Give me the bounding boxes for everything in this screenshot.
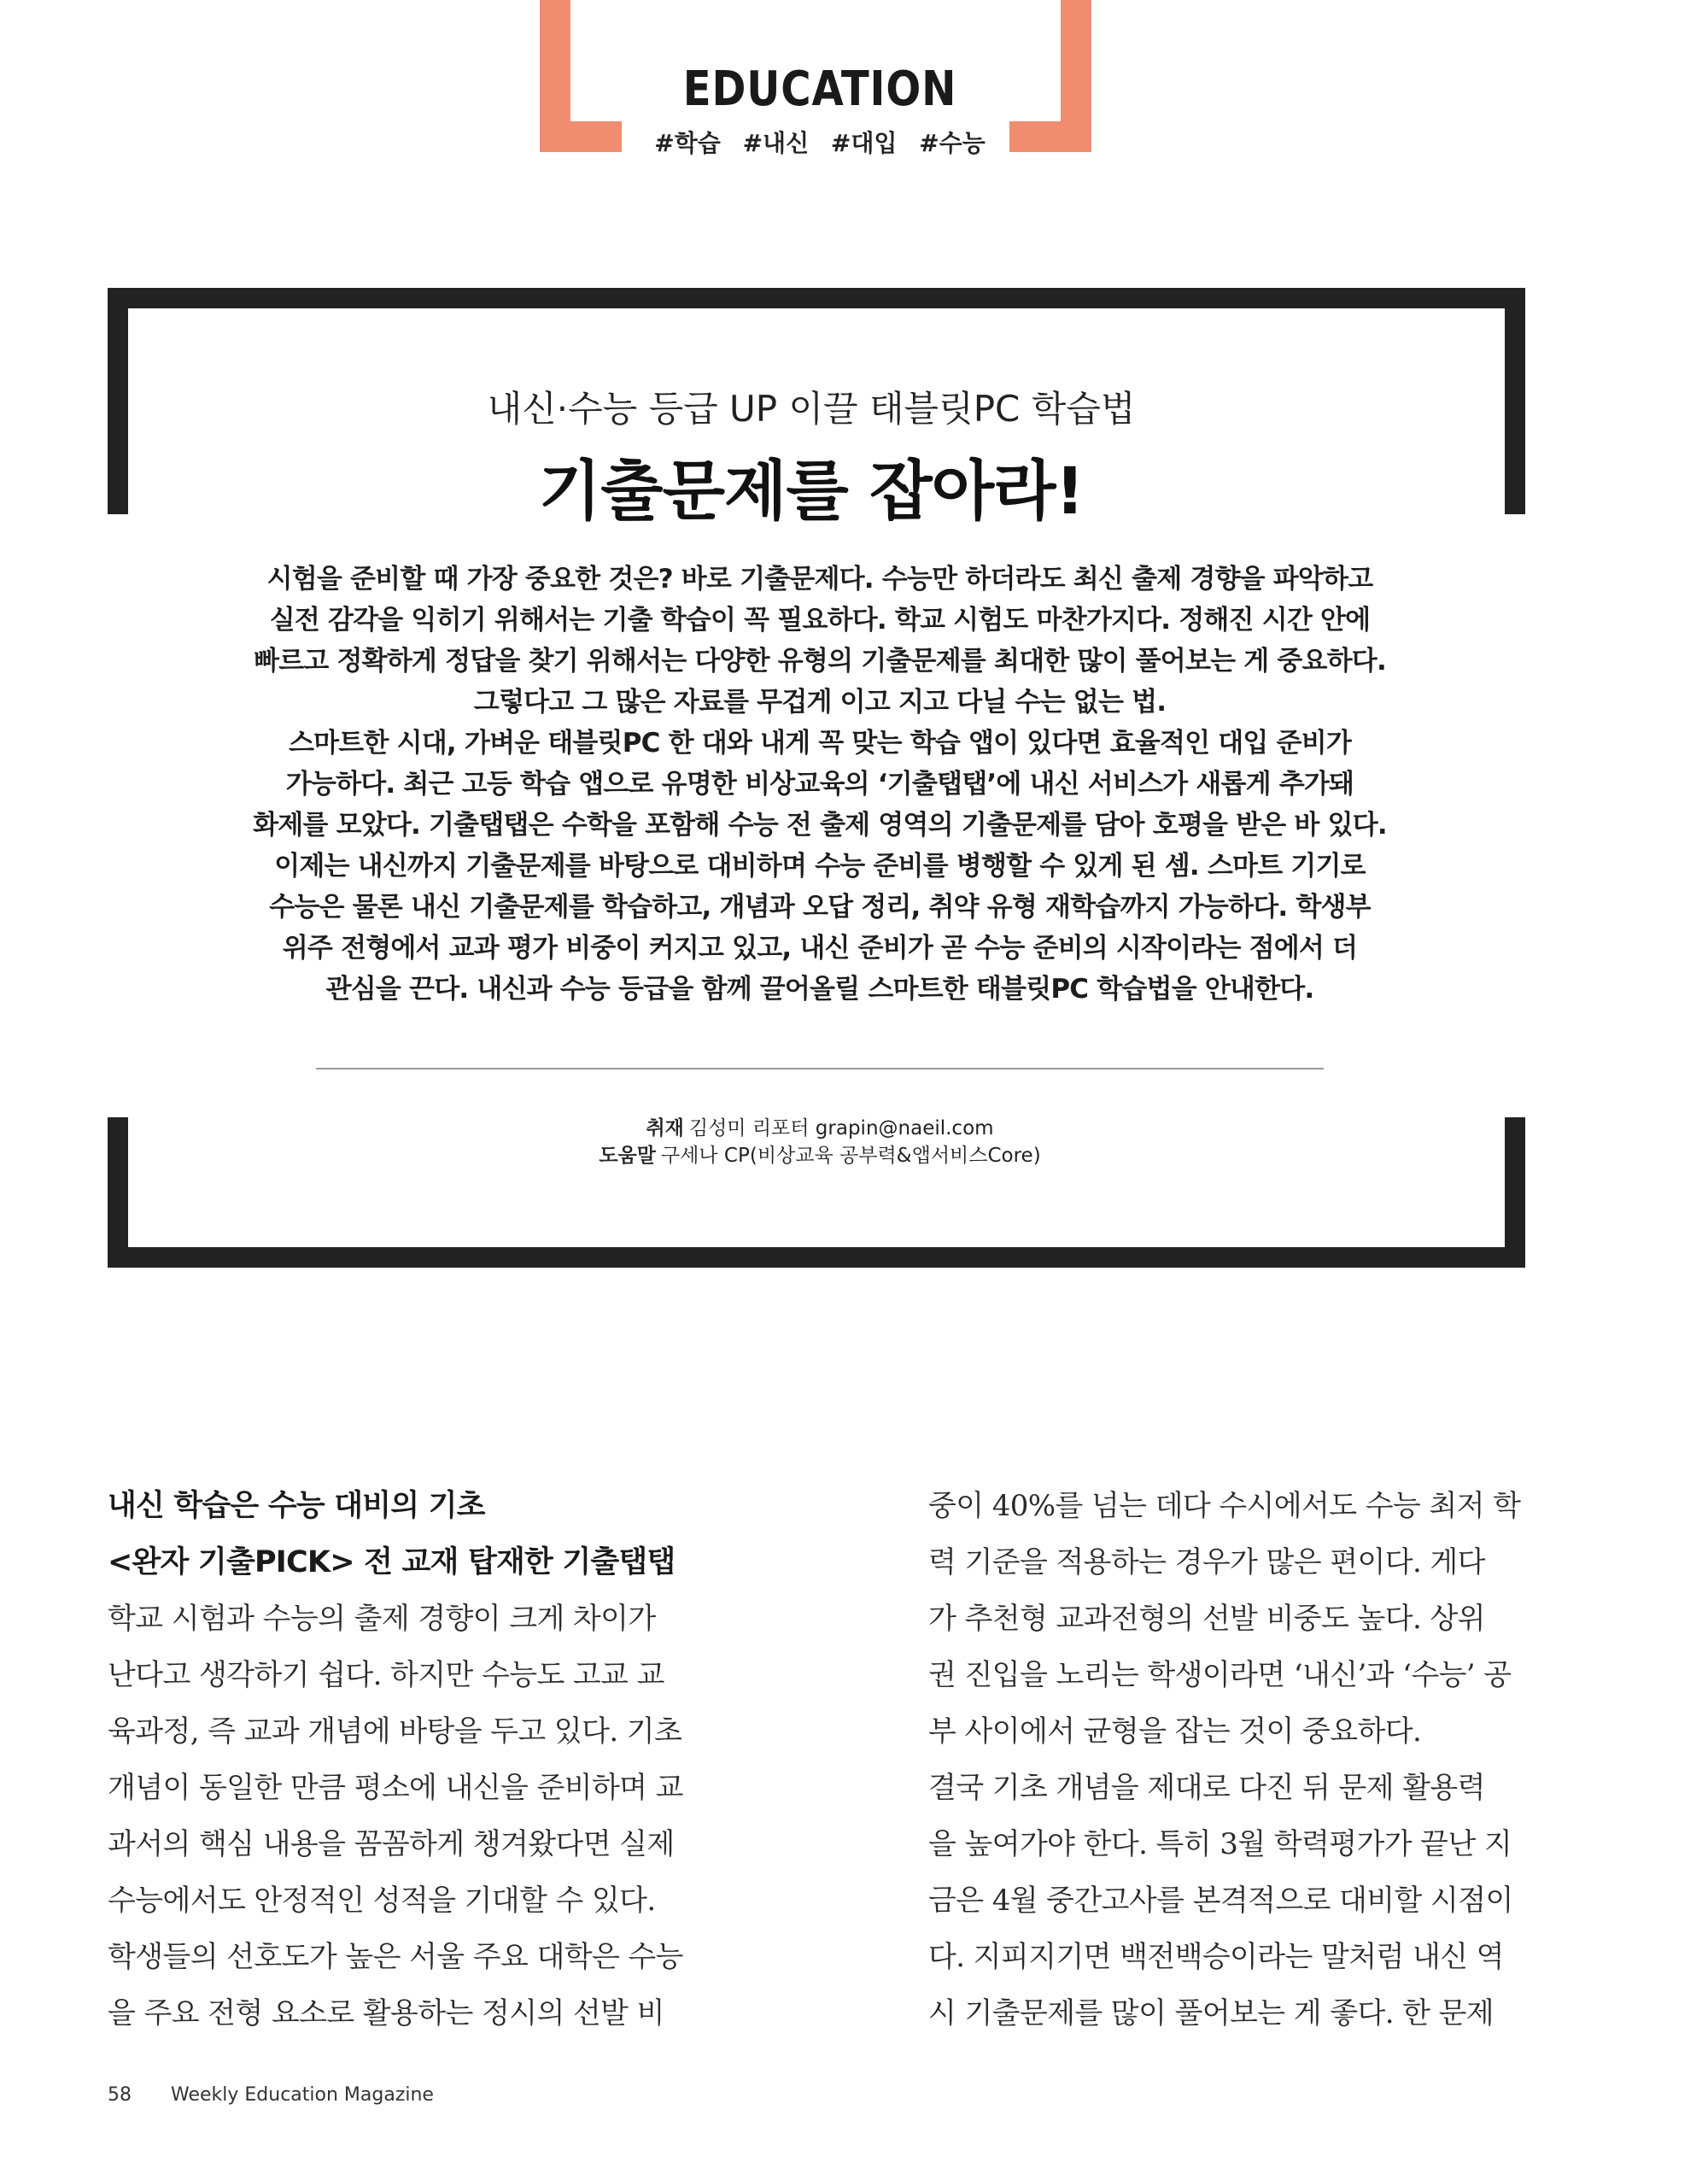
tag: #내신 bbox=[742, 129, 810, 157]
tag: #수능 bbox=[919, 129, 986, 157]
frame-top bbox=[108, 288, 1525, 308]
body-line: 력 기준을 적용하는 경우가 많은 편이다. 게다 bbox=[928, 1545, 1485, 1579]
lede-line: 실전 감각을 익히기 위해서는 기출 학습이 꼭 필요하다. 학교 시험도 마찬가지다. 정해진 시간 안에 bbox=[269, 605, 1371, 636]
body-line: 결국 기초 개념을 제대로 다진 뒤 문제 활용력 bbox=[928, 1771, 1485, 1805]
body-line: 난다고 생각하기 쉽다. 하지만 수능도 고교 교 bbox=[108, 1658, 664, 1692]
magazine-name: Weekly Education Magazine bbox=[171, 2084, 434, 2106]
section-tags bbox=[547, 125, 1093, 159]
body-line: 중이 40%를 넘는 데다 수시에서도 수능 최저 학 bbox=[928, 1489, 1521, 1523]
section-heading: <완자 기출PICK> 전 교재 탑재한 기출탭탭 bbox=[108, 1545, 676, 1579]
lede-line: 이제는 내신까지 기출문제를 바탕으로 대비하며 수능 준비를 병행할 수 있게 된 셈. 스마트 기기로 bbox=[274, 851, 1366, 882]
lede-line: 빠르고 정확하게 정답을 찾기 위해서는 다양한 유형의 기출문제를 최대한 많이 풀어보는 게 중요하다. bbox=[254, 646, 1386, 677]
body-line: 권 진입을 노리는 학생이라면 ‘내신’과 ‘수능’ 공 bbox=[928, 1658, 1512, 1692]
body-line: 개념이 동일한 만큼 평소에 내신을 준비하며 교 bbox=[108, 1771, 683, 1805]
frame-left-upper bbox=[108, 288, 128, 514]
body-column-right bbox=[928, 1478, 1535, 2042]
body-line: 시 기출문제를 많이 풀어보는 게 좋다. 한 문제 bbox=[928, 1996, 1494, 2030]
credit-text: 구세나 CP(비상교육 공부력&앱서비스Core) bbox=[660, 1145, 1041, 1167]
body-line: 다. 지피지기면 백전백승이라는 말처럼 내신 역 bbox=[928, 1940, 1504, 1974]
body-line: 금은 4월 중간고사를 본격적으로 대비할 시점이 bbox=[928, 1884, 1513, 1918]
credits bbox=[427, 1115, 1213, 1169]
body-line: 육과정, 즉 교과 개념에 바탕을 두고 있다. 기초 bbox=[108, 1714, 682, 1749]
tag: #대입 bbox=[830, 129, 898, 157]
article-headline: 기출문제를 잡아라! bbox=[538, 453, 1085, 529]
frame-right-lower bbox=[1505, 1117, 1525, 1268]
page-number: 58 bbox=[108, 2084, 132, 2106]
lede-line: 스마트한 시대, 가벼운 태블릿PC 한 대와 내게 꼭 맞는 학습 앱이 있다면 효율적인 대입 준비가 bbox=[289, 728, 1351, 759]
section-heading: 내신 학습은 수능 대비의 기초 bbox=[108, 1489, 485, 1523]
credit-label: 취재 bbox=[646, 1117, 684, 1140]
body-line: 부 사이에서 균형을 잡는 것이 중요하다. bbox=[928, 1714, 1422, 1749]
lede-line: 수능은 물론 내신 기출문제를 학습하고, 개념과 오답 정리, 취약 유형 재학습까지 가능하다. 학생부 bbox=[269, 892, 1371, 923]
page-footer bbox=[108, 2084, 434, 2106]
frame-bottom bbox=[108, 1247, 1525, 1268]
lede-line: 위주 전형에서 교과 평가 비중이 커지고 있고, 내신 준비가 곧 수능 준비의 시작이라는 점에서 더 bbox=[282, 933, 1358, 964]
lede-line: 가능하다. 최근 고등 학습 앱으로 유명한 비상교육의 ‘기출탭탭’에 내신 서비스가 새롭게 추가돼 bbox=[285, 769, 1354, 800]
body-line: 을 높여가야 한다. 특히 3월 학력평가가 끝난 지 bbox=[928, 1827, 1512, 1861]
lede-line: 관심을 끈다. 내신과 수능 등급을 함께 끌어올릴 스마트한 태블릿PC 학습법을 안내한다. bbox=[325, 974, 1314, 1005]
frame-right-upper bbox=[1505, 288, 1525, 514]
body-line: 학생들의 선호도가 높은 서울 주요 대학은 수능 bbox=[108, 1940, 683, 1974]
article-lede bbox=[222, 559, 1418, 1010]
body-column-left bbox=[108, 1478, 714, 2042]
section-title: EDUCATION bbox=[682, 62, 957, 117]
divider bbox=[316, 1068, 1324, 1069]
credit-advisor bbox=[427, 1142, 1213, 1169]
lede-line: 시험을 준비할 때 가장 중요한 것은? 바로 기출문제다. 수능만 하더라도 최신 출제 경향을 파악하고 bbox=[266, 564, 1373, 595]
credit-reporter bbox=[427, 1115, 1213, 1142]
tag: #학습 bbox=[654, 129, 721, 157]
lede-line: 화제를 모았다. 기출탭탭은 수학을 포함해 수능 전 출제 영역의 기출문제를 담아 호평을 받은 바 있다. bbox=[253, 810, 1387, 841]
body-line: 가 추천형 교과전형의 선발 비중도 높다. 상위 bbox=[928, 1602, 1485, 1636]
body-line: 수능에서도 안정적인 성적을 기대할 수 있다. bbox=[108, 1884, 656, 1918]
credit-text: 김성미 리포터 grapin@naeil.com bbox=[688, 1117, 994, 1140]
body-line: 학교 시험과 수능의 출제 경향이 크게 차이가 bbox=[108, 1602, 656, 1636]
credit-label: 도움말 bbox=[599, 1145, 656, 1167]
article-subtitle: 내신·수능 등급 UP 이끌 태블릿PC 학습법 bbox=[487, 388, 1136, 430]
lede-line: 그렇다고 그 많은 자료를 무겁게 이고 지고 다닐 수는 없는 법. bbox=[473, 687, 1167, 718]
frame-left-lower bbox=[108, 1117, 128, 1268]
body-line: 과서의 핵심 내용을 꼼꼼하게 챙겨왔다면 실제 bbox=[108, 1827, 675, 1861]
body-line: 을 주요 전형 요소로 활용하는 정시의 선발 비 bbox=[108, 1996, 664, 2030]
